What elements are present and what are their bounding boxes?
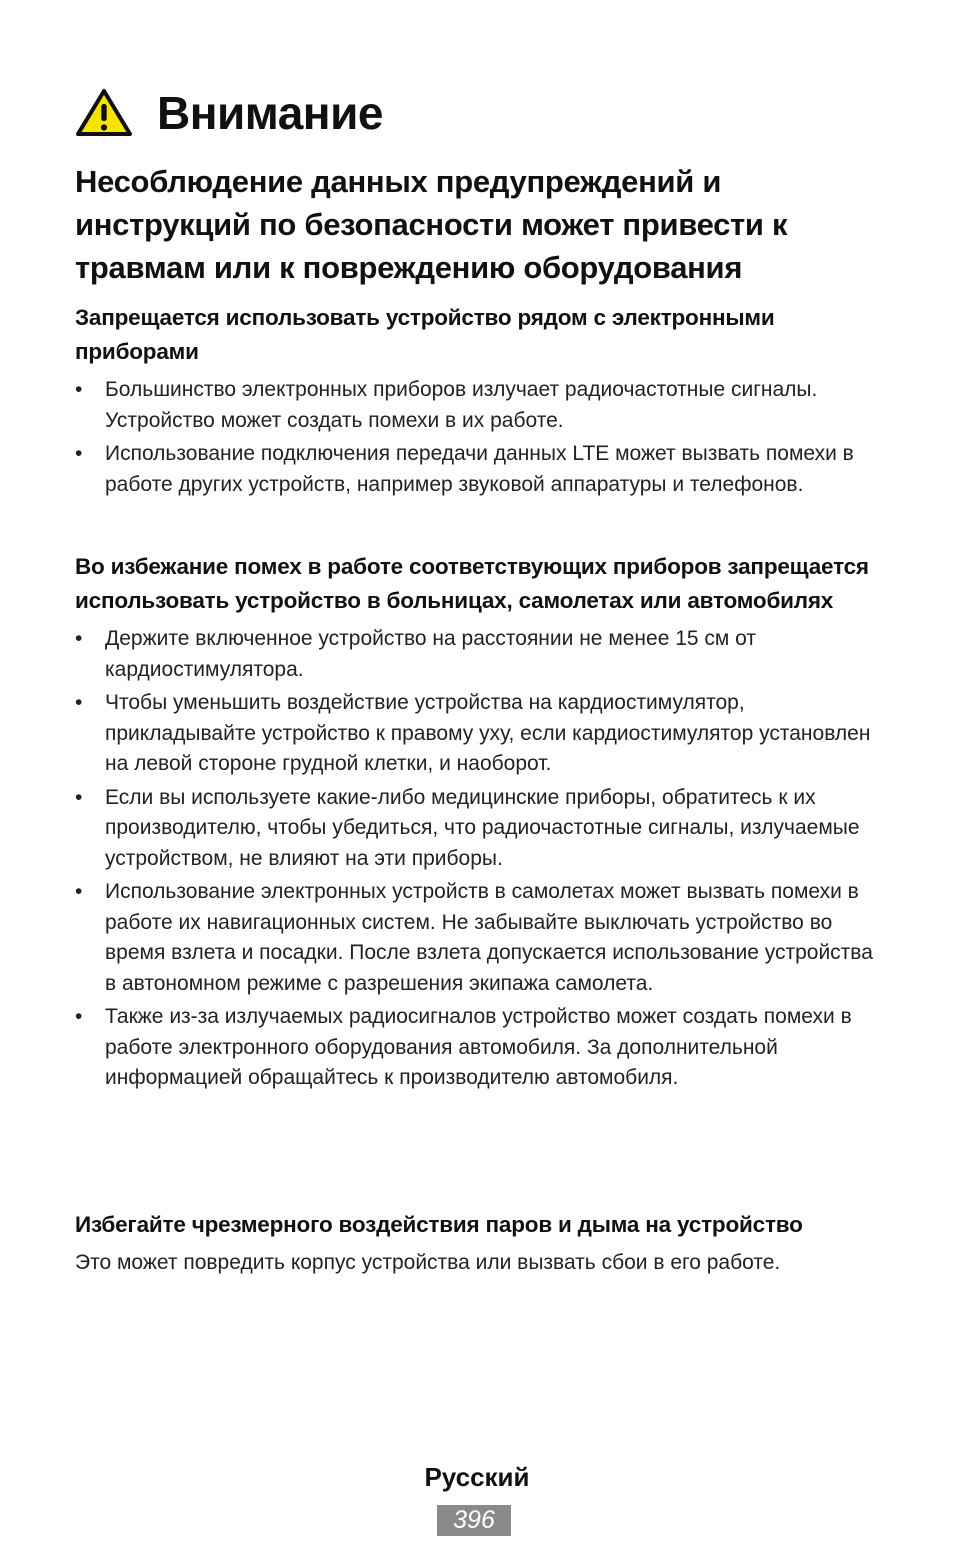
list-item: • Использование электронных устройств в самолетах может вызвать помехи в работе их навигационных систем. Не забывайте выключать устройство во время взлета и посадки. После взлета допускается использование устройства в автономном режиме с разрешения экипажа самолета. — [75, 877, 875, 999]
list-item: • Чтобы уменьшить воздействие устройства на кардиостимулятор, прикладывайте устройство к правому уху, если кардиостимулятор установлен на левой стороне грудной клетки, и наоборот. — [75, 688, 875, 780]
bullet-icon: • — [75, 442, 83, 465]
warning-subtitle: Несоблюдение данных предупреждений и инструкций по безопасности может привести к травмам или к повреждению оборудования — [75, 164, 788, 285]
list-item: • Держите включенное устройство на расстоянии не менее 15 см от кардиостимулятора. — [75, 624, 875, 685]
section-vapors-smoke — [75, 1208, 875, 1278]
list-item: • Большинство электронных приборов излучает радиочастотные сигналы. Устройство может создать помехи в их работе. — [75, 375, 875, 436]
bullet-icon: • — [75, 627, 83, 650]
bullet-list — [75, 624, 875, 1094]
page-number: 396 — [437, 1505, 511, 1536]
bullet-icon: • — [75, 378, 83, 401]
section-heading: Запрещается использовать устройство рядом с электронными приборами — [75, 305, 775, 364]
bullet-icon: • — [75, 880, 83, 903]
title-row — [75, 82, 383, 144]
section-electronic-devices — [75, 301, 875, 503]
section-heading: Избегайте чрезмерного воздействия паров и дыма на устройство — [75, 1212, 803, 1237]
bullet-list — [75, 375, 875, 500]
section-paragraph: Это может повредить корпус устройства или вызвать сбои в его работе. — [75, 1251, 781, 1274]
list-item: • Если вы используете какие-либо медицинские приборы, обратитесь к их производителю, чтобы убедиться, что радиочастотные сигналы, излучаемые устройством, не влияют на эти приборы. — [75, 783, 875, 875]
footer-language: Русский — [424, 1462, 530, 1492]
page-title: Внимание — [157, 87, 383, 139]
bullet-icon: • — [75, 785, 83, 809]
warning-triangle-icon — [75, 88, 133, 138]
bullet-icon: • — [75, 691, 83, 714]
list-item: • Также из-за излучаемых радиосигналов устройство может создать помехи в работе электронного оборудования автомобиля. За дополнительной информацией обращайтесь к производителю автомобиля. — [75, 1002, 875, 1094]
section-heading: Во избежание помех в работе соответствующих приборов запрещается использовать устройство в больницах, самолетах или автомобилях — [75, 554, 869, 613]
bullet-icon: • — [75, 1005, 83, 1028]
list-item: • Использование подключения передачи данных LTE может вызвать помехи в работе других устройств, например звуковой аппаратуры и телефонов. — [75, 439, 875, 500]
section-hospitals-planes-cars — [75, 550, 875, 1097]
